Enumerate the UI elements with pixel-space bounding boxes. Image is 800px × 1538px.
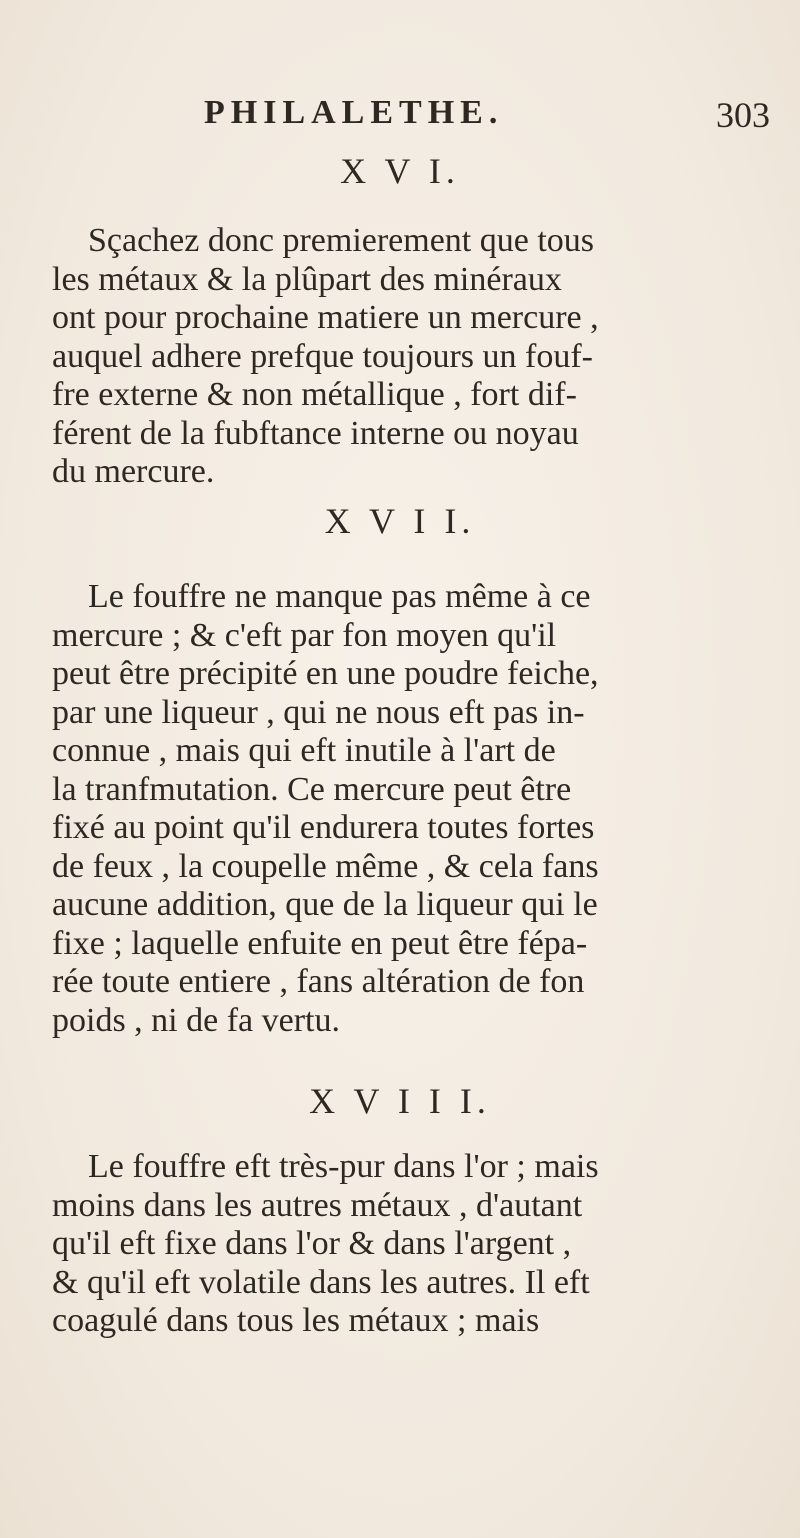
text-line: par une liqueur , qui ne nous eft pas in- (52, 693, 585, 731)
text-line: Le fouffre ne manque pas même à ce (88, 578, 591, 615)
text-line: du mercure. (52, 453, 215, 490)
paragraph-xvi (52, 222, 712, 492)
text-line: & qu'il eft volatile dans les autres. Il eft (52, 1263, 590, 1301)
paragraph-xviii (52, 1148, 712, 1341)
text-line: les métaux & la plûpart des minéraux (52, 260, 562, 298)
section-heading-xvii: X V I I. (324, 501, 476, 541)
page-number: 303 (716, 95, 770, 135)
text-line: mercure ; & c'eft par fon moyen qu'il (52, 616, 557, 654)
text-line: fixe ; laquelle enfuite en peut être fépa- (52, 924, 588, 962)
text-line: Sçachez donc premierement que tous (88, 222, 595, 259)
running-head: PHILALETHE. (204, 94, 504, 131)
text-line: poids , ni de fa vertu. (52, 1001, 340, 1039)
text-line: fre externe & non métallique , fort dif- (52, 376, 577, 413)
section-heading-xviii: X V I I I. (309, 1081, 491, 1121)
text-line: aucune addition, que de la liqueur qui le (52, 886, 598, 923)
paragraph-xvii (52, 578, 712, 1040)
text-line: peut être précipité en une poudre feiche, (52, 655, 599, 692)
text-line: ont pour prochaine matiere un mercure , (52, 299, 599, 336)
text-line: férent de la fubftance interne ou noyau (52, 414, 579, 452)
text-line: de feux , la coupelle même , & cela fans (52, 847, 599, 885)
text-line: fixé au point qu'il endurera toutes fortes (52, 809, 595, 846)
text-line: coagulé dans tous les métaux ; mais (52, 1302, 540, 1339)
text-line: moins dans les autres métaux , d'autant (52, 1186, 583, 1224)
text-line: auquel adhere prefque toujours un fouf- (52, 337, 593, 375)
text-line: rée toute entiere , fans altération de fon (52, 963, 585, 1000)
text-line: connue , mais qui eft inutile à l'art de (52, 732, 556, 769)
section-heading-xvi: X V I. (340, 151, 460, 191)
text-line: la tranfmutation. Ce mercure peut être (52, 770, 572, 808)
text-line: Le fouffre eft très-pur dans l'or ; mais (88, 1148, 599, 1185)
text-line: qu'il eft fixe dans l'or & dans l'argent , (52, 1225, 572, 1262)
